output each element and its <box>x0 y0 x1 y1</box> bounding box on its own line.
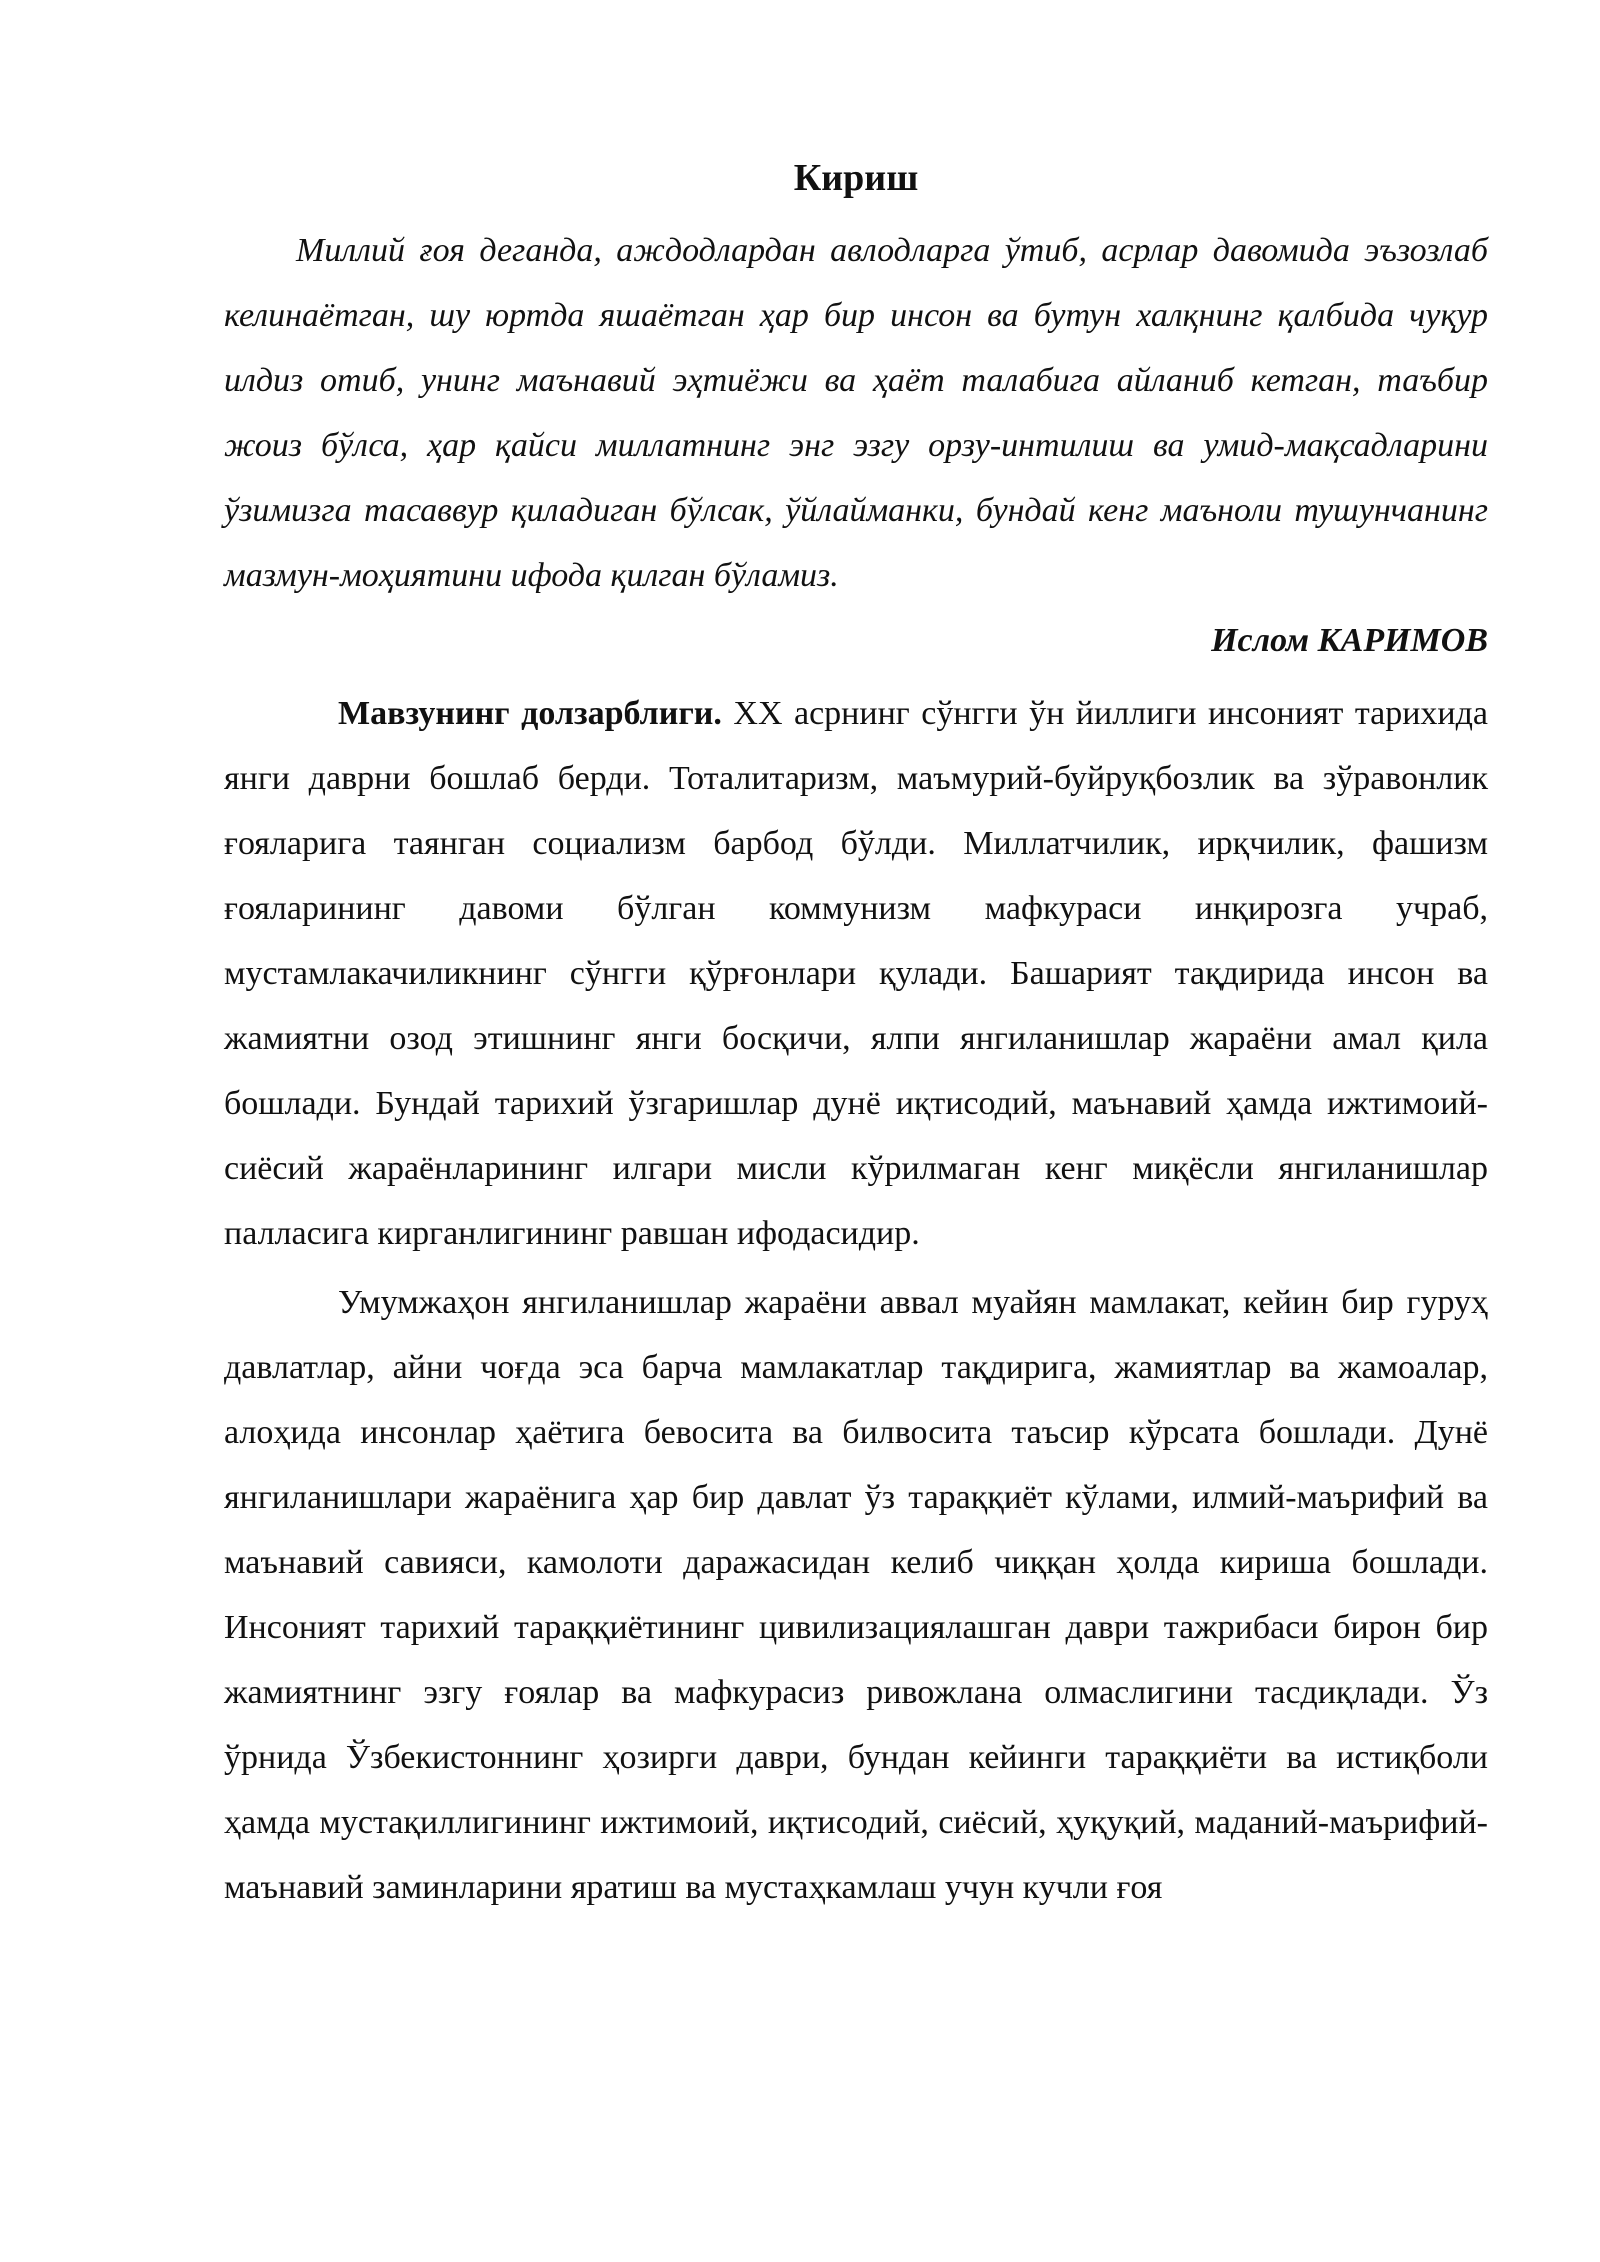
paragraph-relevance-text: XX асрнинг сўнгги ўн йиллиги инсоният тарихида янги даврни бошлаб берди. Тоталитаризм, маъмурий-буйруқбозлик ва зўравонлик ғояларига таянган социализм барбод бўлди. Миллатчилик, ирқчилик, фашизм ғояларининг давоми бўлган коммунизм мафкураси инқирозга учраб, мустамлакачиликнинг сўнгги қўрғонлари қулади. Башарият тақдирида инсон ва жамиятни озод этишнинг янги босқичи, ялпи янгиланишлар жараёни амал қила бошлади. Бундай тарихий ўзгаришлар дунё иқтисодий, маънавий ҳамда ижтимоий-сиёсий жараёнларининг илгари мисли кўрилмаган кенг миқёсли янгиланишлар палласига кирганлигининг равшан ифодасидир. <box>224 695 1489 1252</box>
epigraph-quote: Миллий ғоя деганда, аждодлардан авлодларга ўтиб, асрлар давомида эъзозлаб келинаётган, шу юртда яшаётган ҳар бир инсон ва бутун халқнинг қалбида чуқур илдиз отиб, унинг маънавий эҳтиёжи ва ҳаёт талабига айланиб кетган, таъбир жоиз бўлса, ҳар қайси миллатнинг энг эзгу орзу-интилиш ва умид-мақсадларини ўзимизга тасаввур қиладиган бўлсак, ўйлайманки, бундай кенг маъноли тушунчанинг мазмун-моҳиятини ифода қилган бўламиз. <box>224 232 1488 594</box>
paragraph-global-renewal: Умумжаҳон янгиланишлар жараёни аввал муайян мамлакат, кейин бир гуруҳ давлатлар, айни чоғда эса барча мамлакатлар тақдирига, жамиятлар ва жамоалар, алоҳида инсонлар ҳаётига бевосита ва билвосита таъсир кўрсата бошлади. Дунё янгиланишлари жараёнига ҳар бир давлат ўз тараққиёт кўлами, илмий-маърифий ва маънавий савияси, камолоти даражасидан келиб чиққан ҳолда кириша бошлади. Инсоният тарихий тараққиётининг цивилизациялашган даври тажрибаси бирон бир жамиятнинг эзгу ғоялар ва мафкурасиз ривожлана олмаслигини тасдиқлади. Ўз ўрнида Ўзбекистоннинг ҳозирги даври, бундан кейинги тараққиёти ва истиқболи ҳамда мустақиллигининг ижтимоий, иқтисодий, сиёсий, ҳуқуқий, маданий-маърифий-маънавий заминларини яратиш ва мустаҳкамлаш учун кучли ғоя <box>224 1284 1488 1906</box>
paragraph-lead-heading: Мавзунинг долзарблиги. <box>338 695 722 732</box>
epigraph-author: Ислом КАРИМОВ <box>1211 622 1488 659</box>
document-content <box>224 150 1488 1924</box>
paragraph-relevance <box>224 681 1488 1266</box>
page-title: Кириш <box>793 157 919 199</box>
